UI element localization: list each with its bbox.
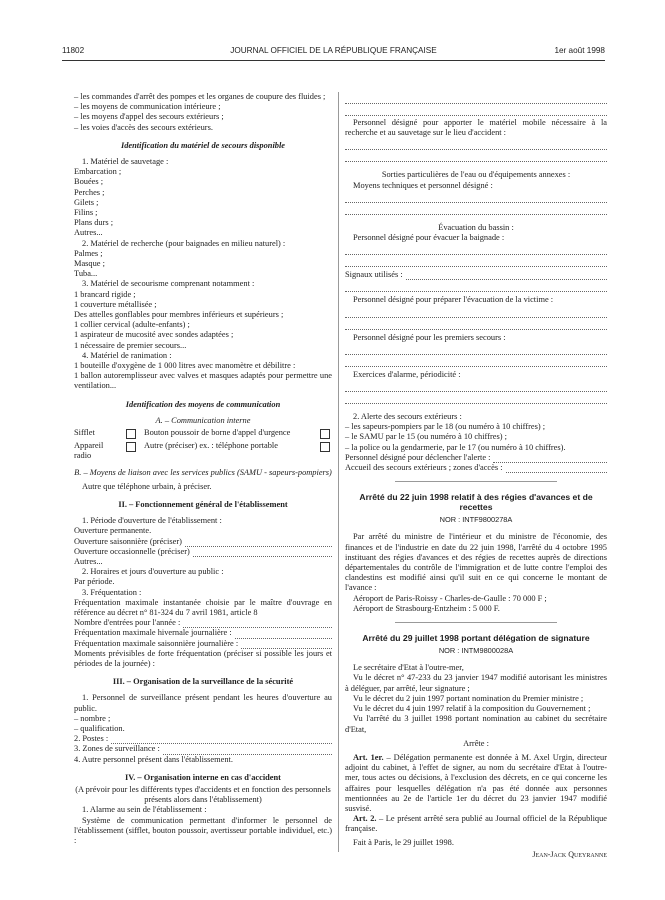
heading-communication: Identification des moyens de communication: [125, 399, 281, 409]
sec4-line: Système de communication permettant d'informer le personnel de l'établissement (sifflet, bouton poussoir, avertisseur portable individuel, etc.) :: [74, 815, 332, 845]
intro-item: – les moyens d'appel des secours extérieurs ;: [74, 112, 224, 122]
dotted-line: [345, 140, 607, 150]
sec3-line: – qualification.: [74, 723, 125, 733]
article-1-text: – Délégation permanente est donnée à M. Axel Urgin, directeur adjoint du cabinet, à l'effet de signer, au nom du secrétaire d'Etat à l'outre-mer, tous actes ou décisions, à l'exclusion des décrets, en ce qui concerne les affaires pour lesquelles délégation n'a pas été donnée aux personnes mentionnées au 2e de l'article 1er du décret du 23 janvier 1947 modifié susvisé.: [345, 752, 608, 813]
dotted-line: [345, 320, 607, 330]
article-2: [345, 814, 607, 834]
fait-a-paris: Fait à Paris, le 29 juillet 1998.: [353, 837, 454, 847]
comm-label: Bouton poussoir de borne d'appel d'urgence: [144, 428, 291, 438]
sec3-line: 2. Postes :: [74, 734, 109, 744]
journal-title: JOURNAL OFFICIEL DE LA RÉPUBLIQUE FRANÇAISE: [230, 46, 437, 55]
materiel-line: Masque ;: [74, 259, 105, 269]
heading-materiel: Identification du matériel de secours disponible: [120, 140, 285, 150]
materiel-line: 3. Matériel de secourisme comprenant notamment :: [82, 279, 255, 289]
issue-date: 1er août 1998: [554, 46, 605, 55]
checkbox[interactable]: [126, 442, 136, 452]
sec2-line: Ouverture occasionnelle (préciser): [74, 546, 190, 556]
left-column: [74, 92, 332, 846]
comm-row: [74, 441, 332, 461]
dotted-line: [345, 357, 607, 367]
sec2-line: Autres...: [74, 556, 103, 566]
intro-item: – les voies d'accès des secours extérieurs.: [74, 122, 213, 132]
dotted-line: [345, 308, 607, 318]
heading-section-2: II. – Fonctionnement général de l'établissement: [118, 499, 288, 509]
right-line: Exercices d'alarme, périodicité :: [353, 369, 461, 379]
right-line: Personnel désigné pour les premiers secours :: [353, 332, 506, 342]
right-line: Personnel désigné pour déclencher l'alerte :: [345, 452, 491, 462]
arrete-2-para: Vu le décret du 2 juin 1997 portant nomination du Premier ministre ;: [353, 693, 584, 703]
sec2-line: Par période.: [74, 577, 115, 587]
arrete-2-nor: NOR : INTM9800028A: [438, 646, 514, 656]
sec2-line: Fréquentation maximale instantanée choisie par le maître d'ouvrage en référence au décret n° 81-324 du 7 avril 1981, article 8: [74, 597, 332, 617]
materiel-line: Filins ;: [74, 208, 98, 218]
materiel-line: Des attelles gonflables pour membres inférieurs et supérieurs ;: [74, 310, 284, 320]
arrete-1-nor: NOR : INTF9800278A: [439, 515, 513, 525]
alerte-line: – la police ou la gendarmerie, par le 17 (ou numéro à 10 chiffres).: [345, 442, 566, 452]
arrete-2-title: Arrêté du 29 juillet 1998 portant délégation de signature: [362, 633, 590, 644]
right-line: Accueil des secours extérieurs ; zones d'accès :: [345, 463, 503, 473]
materiel-line: Autres...: [74, 228, 103, 238]
article-2-label: Art. 2.: [353, 814, 377, 824]
right-line: Signaux utilisés :: [345, 270, 403, 280]
right-line: Moyens techniques et personnel désigné :: [353, 180, 493, 190]
alerte-line: – le SAMU par le 15 (ou numéro à 10 chiffres) ;: [345, 432, 507, 442]
article-1: [345, 753, 607, 814]
page-header: [62, 46, 605, 55]
arrete-1-body: Par arrêté du ministre de l'intérieur et du ministre de l'économie, des finances et de l'industrie en date du 22 juin 1998, l'arrêté du 4 octobre 1995 instituant des régies d'avances et des régies de recettes auprès de directions départementales du contrôle de l'immigration et de lutte contre l'emploi des clandestins est modifié ainsi qu'il suit en ce qui concerne le montant de l'avance :: [345, 532, 607, 593]
materiel-line: 1 nécessaire de premier secours...: [74, 340, 187, 350]
sec3-line: 4. Autre personnel présent dans l'établissement.: [74, 754, 233, 764]
dotted-line: [345, 106, 607, 116]
materiel-line: Perches ;: [74, 187, 105, 197]
dotted-line: [345, 205, 607, 215]
materiel-line: Gilets ;: [74, 197, 99, 207]
comm-label: Sifflet: [74, 428, 95, 438]
signature: Jean-Jack Queyranne: [532, 849, 607, 859]
materiel-line: 1 ballon autoremplisseur avec valves et masques adaptés pour permettre une ventilation...: [74, 371, 332, 391]
alerte-line: 2. Alerte des secours extérieurs :: [353, 412, 462, 422]
dotted-line: [345, 345, 607, 355]
sec2-line: 3. Fréquentation :: [82, 587, 142, 597]
materiel-line: 1 aspirateur de mucosité avec sondes adaptées ;: [74, 330, 234, 340]
sec3-line: – nombre ;: [74, 713, 111, 723]
checkbox[interactable]: [126, 429, 136, 439]
right-line: Évacuation du bassin :: [438, 222, 514, 232]
right-line: Personnel désigné pour apporter le matériel mobile nécessaire à la recherche et au sauvetage sur le lieu d'accident :: [345, 118, 607, 138]
right-column: [345, 92, 607, 860]
materiel-line: Embarcation ;: [74, 167, 122, 177]
article-1-label: Art. 1er.: [353, 752, 384, 762]
sec2-line: Moments prévisibles de forte fréquentation (préciser si possible les jours et périodes de la journée) :: [74, 648, 332, 668]
dotted-line: [345, 193, 607, 203]
comm-label: Appareil radio: [74, 441, 104, 461]
dotted-line: [345, 245, 607, 255]
header-rule: [62, 60, 605, 61]
dotted-line: [345, 382, 607, 392]
materiel-line: Palmes ;: [74, 248, 103, 258]
arrete-1-item: Aéroport de Strasbourg-Entzheim : 5 000 F.: [353, 603, 500, 613]
comm-row: [74, 428, 332, 439]
arrete-1-item: Aéroport de Paris-Roissy - Charles-de-Gaulle : 70 000 F ;: [353, 593, 547, 603]
checkbox[interactable]: [320, 429, 330, 439]
sec3-line: 3. Zones de surveillance :: [74, 744, 160, 754]
materiel-line: Plans durs ;: [74, 218, 114, 228]
article-2-text: – Le présent arrêté sera publié au Journal officiel de la République française.: [345, 814, 608, 834]
materiel-line: 1. Matériel de sauvetage :: [82, 157, 169, 167]
sec2-line: Ouverture permanente.: [74, 526, 152, 536]
column-divider: [338, 92, 339, 852]
sec2-line: Fréquentation maximale saisonnière journalière :: [74, 638, 239, 648]
materiel-line: Tuba...: [74, 269, 98, 279]
sec2-line: Nombre d'entrées pour l'année :: [74, 618, 181, 628]
checkbox[interactable]: [320, 442, 330, 452]
materiel-line: 2. Matériel de recherche (pour baignades en milieu naturel) :: [82, 238, 286, 248]
arrete-2-para: Vu le décret du 4 juin 1997 relatif à la composition du Gouvernement ;: [353, 704, 591, 714]
sec2-line: 2. Horaires et jours d'ouverture au public :: [82, 567, 224, 577]
comm-public-line: Autre que téléphone urbain, à préciser.: [82, 481, 212, 491]
intro-item: – les moyens de communication intérieure ;: [74, 102, 221, 112]
right-line: Personnel désigné pour préparer l'évacuation de la victime :: [353, 295, 554, 305]
sec2-line: 1. Période d'ouverture de l'établissement :: [82, 516, 222, 526]
materiel-line: 1 bouteille d'oxygène de 1 000 litres avec manomètre et débilitre :: [74, 361, 296, 371]
dotted-line: [345, 282, 607, 292]
arrete-1-title: Arrêté du 22 juin 1998 relatif à des régies d'avances et de recettes: [359, 492, 593, 513]
materiel-line: Bouées ;: [74, 177, 104, 187]
page-number: 11802: [62, 46, 85, 55]
comm-public-title: B. – Moyens de liaison avec les services publics (SAMU - sapeurs-pompiers): [74, 467, 332, 477]
right-line: Sorties particulières de l'eau ou d'équipements annexes :: [381, 170, 571, 180]
heading-section-4: IV. – Organisation interne en cas d'accident: [125, 772, 281, 782]
alerte-line: – les sapeurs-pompiers par le 18 (ou numéro à 10 chiffres) ;: [345, 422, 546, 432]
sec4-line: 1. Alarme au sein de l'établissement :: [82, 805, 207, 815]
intro-item: – les commandes d'arrêt des pompes et les organes de coupure des fluides ;: [74, 92, 326, 101]
dotted-line: [345, 152, 607, 162]
arrete-word: Arrête :: [463, 738, 489, 748]
arrete-2-para: Le secrétaire d'Etat à l'outre-mer,: [353, 663, 464, 673]
materiel-line: 4. Matériel de ranimation :: [82, 350, 172, 360]
sec4-subtitle: (A prévoir pour les différents types d'accidents et en fonction des personnels présents alors dans l'établissement): [75, 784, 331, 805]
arrete-2-para: Vu le décret n° 47-233 du 23 janvier 1947 modifié autorisant les ministres à déléguer, par arrêté, leur signature ;: [345, 673, 607, 693]
arrete-2-para: Vu l'arrêté du 3 juillet 1998 portant nomination au cabinet du secrétaire d'Etat,: [345, 714, 607, 734]
materiel-line: 1 couverture métallisée ;: [74, 299, 157, 309]
dotted-line: [345, 394, 607, 404]
materiel-line: 1 collier cervical (adulte-enfants) ;: [74, 320, 190, 330]
comm-internal-title: A. – Communication interne: [155, 415, 251, 425]
dotted-line: [345, 257, 607, 267]
sec2-line: Fréquentation maximale hivernale journalière :: [74, 628, 232, 638]
dotted-line: [345, 94, 607, 104]
sec3-line: 1. Personnel de surveillance présent pendant les heures d'ouverture au public.: [74, 693, 332, 713]
right-line: Personnel désigné pour évacuer la baignade :: [353, 233, 505, 243]
sec2-line: Ouverture saisonnière (préciser): [74, 536, 182, 546]
heading-section-3: III. – Organisation de la surveillance de la sécurité: [112, 677, 294, 687]
materiel-line: 1 brancard rigide ;: [74, 289, 136, 299]
comm-label: Autre (préciser) ex. : téléphone portable: [144, 441, 278, 451]
